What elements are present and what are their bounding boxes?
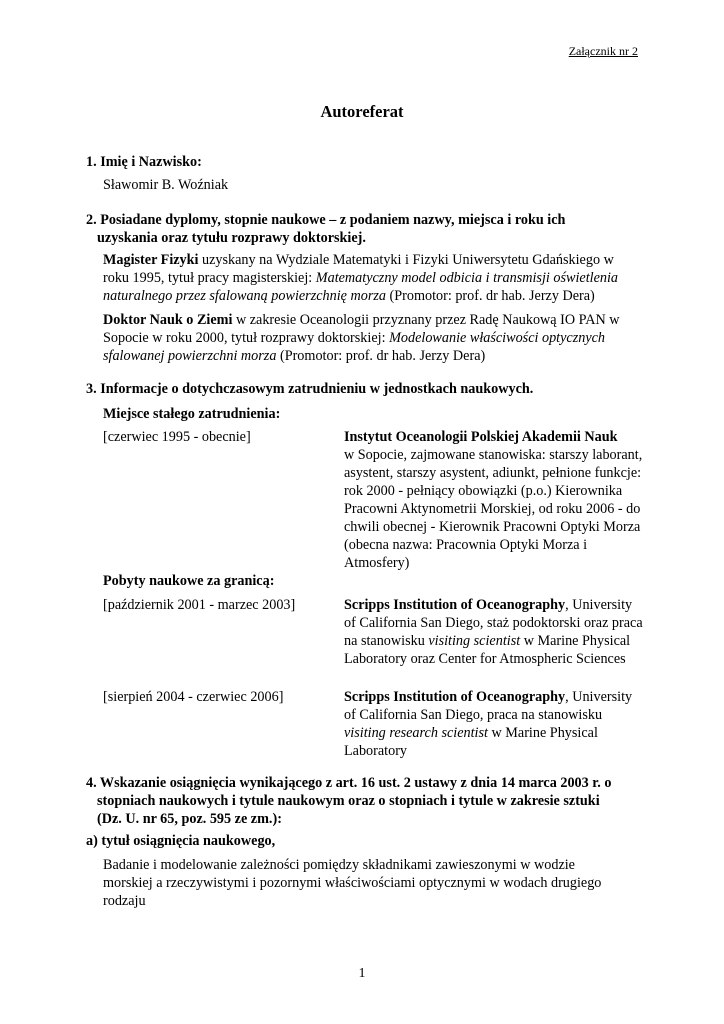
degree-doctorate-thesis: Modelowanie właściwości optycznych sfalowanej powierzchni morza: [103, 330, 606, 364]
page-number: 1: [358, 966, 366, 981]
stay-1-period: [październik 2001 - marzec 2003]: [103, 597, 296, 613]
employment-heading: Miejsce stałego zatrudnienia:: [103, 406, 281, 422]
employment-details: [344, 428, 644, 572]
stay-1-role: visiting scientist: [428, 633, 521, 649]
degree-doctorate-text: w zakresie Oceanologii przyznany przez Radę Naukową IO PAN w Sopocie w roku 2000, tytuł rozprawy doktorskiej:: [103, 312, 620, 346]
stay-2-details: [344, 688, 644, 760]
section-4-heading: [86, 774, 646, 828]
section-2-heading-line-1: 2. Posiadane dyplomy, stopnie naukowe – z podaniem nazwy, miejsca i roku ich: [86, 212, 566, 228]
section-4-heading-line-3: (Dz. U. nr 65, poz. 595 ze zm.):: [97, 811, 282, 827]
stay-2-role: visiting research scientist: [344, 725, 488, 741]
degree-masters-name: Magister Fizyki: [103, 252, 199, 268]
stay-1-details: [344, 596, 644, 668]
degree-masters-promoter: (Promotor: prof. dr hab. Jerzy Dera): [385, 288, 595, 304]
stay-1-institution: Scripps Institution of Oceanography: [344, 597, 566, 613]
section-2-heading: [86, 211, 646, 247]
degree-doctorate-name: Doktor Nauk o Ziemi: [103, 312, 233, 328]
full-name: Sławomir B. Woźniak: [103, 177, 229, 193]
document-title: Autoreferat: [320, 102, 404, 121]
degree-masters-text: uzyskany na Wydziale Matematyki i Fizyki Uniwersytetu Gdańskiego w roku 1995, tytuł pracy magisterskiej:: [103, 252, 614, 286]
degree-doctorate: [103, 311, 641, 365]
section-4-heading-line-1: 4. Wskazanie osiągnięcia wynikającego z art. 16 ust. 2 ustawy z dnia 14 marca 2003 r. o: [86, 775, 612, 791]
stay-2-period: [sierpień 2004 - czerwiec 2006]: [103, 689, 284, 705]
stay-2-text: , University of California San Diego, praca na stanowisku: [344, 689, 633, 723]
section-1-heading: 1. Imię i Nazwisko:: [86, 154, 202, 170]
employment-period: [czerwiec 1995 - obecnie]: [103, 429, 251, 445]
section-3-heading: 3. Informacje o dotychczasowym zatrudnieniu w jednostkach naukowych.: [86, 381, 534, 397]
stay-1-text-end: w Marine Physical Laboratory oraz Center for Atmospheric Sciences: [344, 633, 631, 667]
stay-2-text-end: w Marine Physical Laboratory: [344, 725, 598, 759]
stay-2-institution: Scripps Institution of Oceanography: [344, 689, 566, 705]
section-2-heading-line-2: uzyskania oraz tytułu rozprawy doktorskiej.: [97, 230, 366, 246]
stay-1-text: , University of California San Diego, staż podoktorski oraz praca na stanowisku: [344, 597, 643, 649]
section-4a-heading: a) tytuł osiągnięcia naukowego,: [86, 833, 276, 849]
annex-label: Załącznik nr 2: [568, 44, 638, 58]
employment-description: w Sopocie, zajmowane stanowiska: starszy laborant, asystent, starszy asystent, adiunkt, pełnione funkcje: rok 2000 - pełniący obowiązki (p.o.) Kierownika Pracowni Aktynometrii Morskiej, od roku 2006 - do chwili obecnej - Kierownik Pracowni Optyki Morza (obecna nazwa: Pracownia Optyki Morza i Atmosfery): [344, 447, 643, 571]
section-4-heading-line-2: stopniach naukowych i tytule naukowym oraz o stopniach i tytule w zakresie sztuki: [97, 793, 600, 809]
employment-institution: Instytut Oceanologii Polskiej Akademii Nauk: [344, 429, 618, 445]
degree-masters: [103, 251, 641, 305]
degree-doctorate-promoter: (Promotor: prof. dr hab. Jerzy Dera): [276, 348, 486, 364]
achievement-title: Badanie i modelowanie zależności pomiędzy składnikami zawieszonymi w wodzie morskiej a rzeczywistymi i pozornymi właściwościami optycznymi w wodach drugiego rodzaju: [103, 857, 602, 909]
abroad-heading: Pobyty naukowe za granicą:: [103, 573, 275, 589]
degree-masters-thesis: Matematyczny model odbicia i transmisji oświetlenia naturalnego przez sfalowaną powierzchnię morza: [103, 270, 619, 304]
